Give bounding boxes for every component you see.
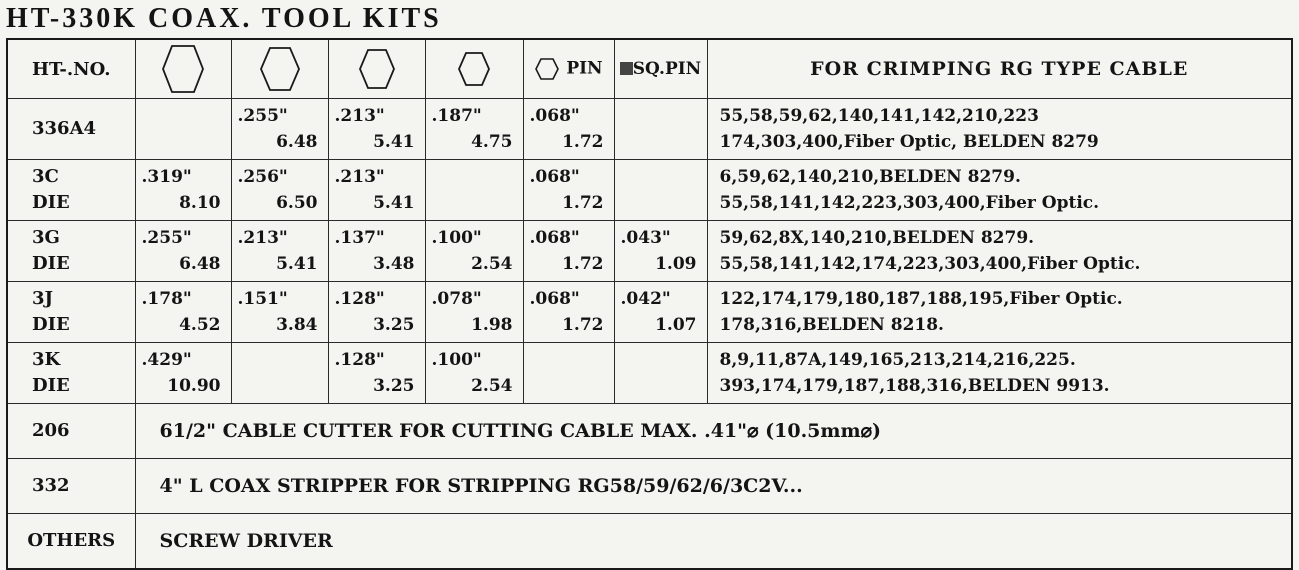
size-cell — [523, 160, 614, 221]
size-inch: .100" — [431, 350, 482, 370]
model-number: 3J — [32, 288, 54, 309]
size-cell — [328, 160, 425, 221]
size-mm: 3.48 — [373, 254, 415, 274]
size-inch: .068" — [529, 289, 580, 309]
cable-header: FOR CRIMPING RG TYPE CABLE — [707, 39, 1292, 99]
size-mm: 1.72 — [562, 132, 604, 152]
size-cell — [328, 282, 425, 343]
table-row — [7, 282, 1292, 343]
table-row — [7, 99, 1292, 160]
size-cell — [425, 221, 523, 282]
size-cell — [231, 282, 328, 343]
model-number: 206 — [7, 404, 135, 459]
size-mm: 2.54 — [471, 254, 513, 274]
cable-cell — [707, 282, 1292, 343]
size-inch: .128" — [334, 289, 385, 309]
table-row — [7, 404, 1292, 459]
model-suffix: DIE — [32, 314, 70, 335]
model-number: 3K — [32, 349, 61, 370]
hexagon-die-icon — [358, 48, 396, 90]
hex-die-header — [328, 39, 425, 99]
header-row — [7, 39, 1292, 99]
cable-line: 6,59,62,140,210,BELDEN 8279. — [719, 167, 1021, 187]
cable-line: 55,58,141,142,174,223,303,400,Fiber Optic. — [719, 254, 1141, 274]
cable-line: 178,316,BELDEN 8218. — [719, 315, 944, 335]
model-cell — [7, 221, 135, 282]
table-row — [7, 221, 1292, 282]
size-mm: 1.72 — [562, 315, 604, 335]
hex-die-header — [231, 39, 328, 99]
size-inch: .068" — [529, 106, 580, 126]
size-cell — [231, 99, 328, 160]
cable-line: 393,174,179,187,188,316,BELDEN 9913. — [719, 376, 1110, 396]
size-inch: .429" — [141, 350, 192, 370]
model-suffix: DIE — [32, 253, 70, 274]
size-inch: .068" — [529, 228, 580, 248]
size-cell — [231, 221, 328, 282]
table-row — [7, 459, 1292, 514]
size-cell — [135, 160, 231, 221]
model-cell — [7, 160, 135, 221]
hexagon-die-icon — [161, 44, 205, 94]
size-cell — [328, 99, 425, 160]
size-cell — [614, 221, 707, 282]
size-inch: .068" — [529, 167, 580, 187]
model-suffix: DIE — [32, 375, 70, 396]
item-description: 61/2" CABLE CUTTER FOR CUTTING CABLE MAX. .41"⌀ (10.5mm⌀) — [135, 404, 1292, 459]
hexagon-die-icon — [259, 46, 301, 92]
size-cell — [523, 221, 614, 282]
size-mm: 5.41 — [373, 193, 415, 213]
size-cell — [523, 282, 614, 343]
size-inch: .042" — [620, 289, 671, 309]
size-mm: 1.09 — [655, 254, 697, 274]
cable-line: 122,174,179,180,187,188,195,Fiber Optic. — [719, 289, 1123, 309]
cable-cell — [707, 99, 1292, 160]
size-cell — [425, 343, 523, 404]
model-number-header: HT-.NO. — [7, 39, 135, 99]
size-inch: .213" — [334, 167, 385, 187]
cable-cell — [707, 221, 1292, 282]
size-inch: .319" — [141, 167, 192, 187]
cable-line: 55,58,59,62,140,141,142,210,223 — [719, 106, 1039, 126]
size-cell — [523, 343, 614, 404]
size-cell — [614, 99, 707, 160]
cable-line: 174,303,400,Fiber Optic, BELDEN 8279 — [719, 132, 1099, 152]
model-suffix: DIE — [32, 192, 70, 213]
size-mm: 1.98 — [471, 315, 513, 335]
size-mm: 6.48 — [179, 254, 221, 274]
size-cell — [425, 282, 523, 343]
size-inch: .213" — [237, 228, 288, 248]
hex-die-header — [135, 39, 231, 99]
size-cell — [231, 343, 328, 404]
page-title: HT-330K COAX. TOOL KITS — [6, 3, 442, 34]
size-inch: .187" — [431, 106, 482, 126]
size-cell — [614, 282, 707, 343]
size-inch: .213" — [334, 106, 385, 126]
hex-die-header — [425, 39, 523, 99]
size-cell — [135, 99, 231, 160]
size-inch: .255" — [237, 106, 288, 126]
model-cell — [7, 99, 135, 160]
size-inch: .137" — [334, 228, 385, 248]
size-inch: .043" — [620, 228, 671, 248]
hexagon-die-icon — [457, 51, 491, 87]
size-cell — [231, 160, 328, 221]
table-row — [7, 343, 1292, 404]
size-inch: .151" — [237, 289, 288, 309]
sq-pin-header-label: SQ.PIN — [632, 59, 702, 79]
item-description: 4" L COAX STRIPPER FOR STRIPPING RG58/59/62/6/3C2V... — [135, 459, 1292, 514]
cable-cell — [707, 343, 1292, 404]
size-cell — [425, 99, 523, 160]
size-mm: 1.07 — [655, 315, 697, 335]
size-inch: .100" — [431, 228, 482, 248]
size-mm: 1.72 — [562, 193, 604, 213]
size-mm: 2.54 — [471, 376, 513, 396]
model-number: 3G — [32, 227, 60, 248]
size-mm: 3.25 — [373, 315, 415, 335]
model-cell — [7, 282, 135, 343]
size-cell — [614, 160, 707, 221]
size-mm: 5.41 — [276, 254, 318, 274]
model-number: 332 — [7, 459, 135, 514]
table-row — [7, 514, 1292, 570]
pin-header-label: PIN — [566, 58, 603, 79]
size-mm: 10.90 — [167, 376, 221, 396]
tool-kit-table — [6, 38, 1293, 570]
size-mm: 6.50 — [276, 193, 318, 213]
size-cell — [614, 343, 707, 404]
model-cell — [7, 343, 135, 404]
model-number: 3C — [32, 166, 59, 187]
size-inch: .128" — [334, 350, 385, 370]
cable-line: 8,9,11,87A,149,165,213,214,216,225. — [719, 350, 1076, 370]
hexagon-pin-icon — [534, 57, 560, 81]
size-cell — [328, 343, 425, 404]
size-mm: 3.84 — [276, 315, 318, 335]
square-pin-icon — [620, 62, 633, 75]
size-mm: 6.48 — [276, 132, 318, 152]
cable-line: 59,62,8X,140,210,BELDEN 8279. — [719, 228, 1035, 248]
size-cell — [425, 160, 523, 221]
cable-cell — [707, 160, 1292, 221]
size-cell — [135, 282, 231, 343]
table-body — [7, 99, 1292, 570]
size-inch: .078" — [431, 289, 482, 309]
size-mm: 8.10 — [179, 193, 221, 213]
pin-header — [523, 39, 614, 99]
model-number: 336A4 — [32, 118, 97, 139]
size-cell — [135, 221, 231, 282]
size-mm: 3.25 — [373, 376, 415, 396]
item-description: SCREW DRIVER — [135, 514, 1292, 570]
size-mm: 4.75 — [471, 132, 513, 152]
sq-pin-header — [614, 39, 707, 99]
size-cell — [135, 343, 231, 404]
cable-line: 55,58,141,142,223,303,400,Fiber Optic. — [719, 193, 1100, 213]
size-mm: 4.52 — [179, 315, 221, 335]
table-row — [7, 160, 1292, 221]
size-inch: .178" — [141, 289, 192, 309]
size-mm: 5.41 — [373, 132, 415, 152]
size-mm: 1.72 — [562, 254, 604, 274]
size-inch: .255" — [141, 228, 192, 248]
model-number: OTHERS — [7, 514, 135, 570]
size-cell — [523, 99, 614, 160]
size-cell — [328, 221, 425, 282]
size-inch: .256" — [237, 167, 288, 187]
